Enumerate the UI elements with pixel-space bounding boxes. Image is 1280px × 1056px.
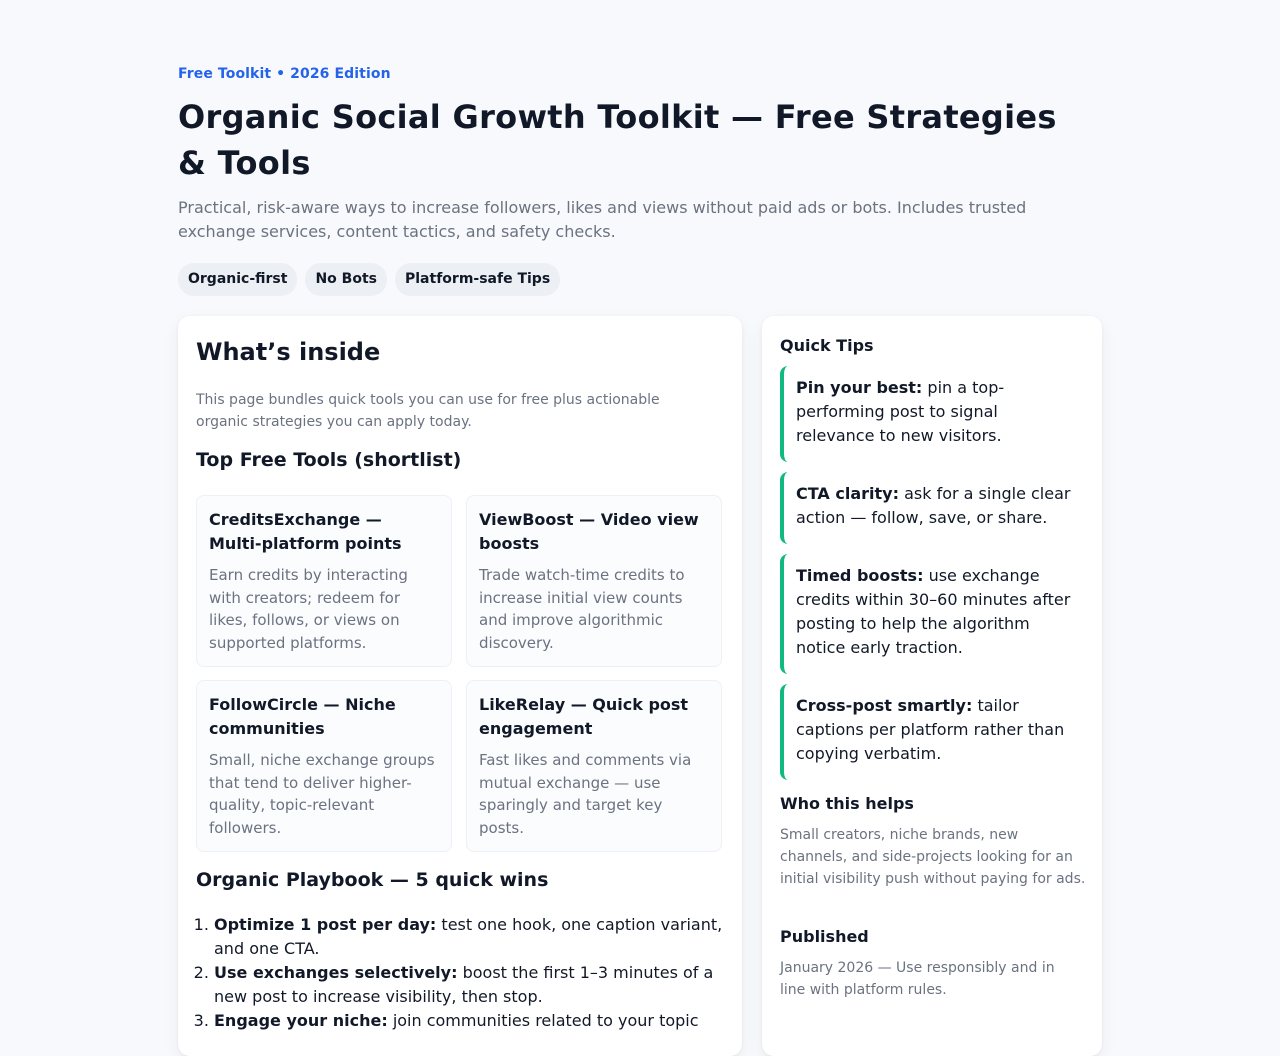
tool-description: Fast likes and comments via mutual exchange — use sparingly and target key posts. <box>479 751 692 837</box>
tools-heading: Top Free Tools (shortlist) <box>196 449 462 471</box>
whats-inside-heading: What’s inside <box>196 338 381 366</box>
published-heading: Published <box>780 927 869 946</box>
playbook-item-text: boost the first 1–3 minutes of a new post to increase visibility, then stop. <box>214 963 714 1006</box>
tip-text: tailor captions per platform rather than copying verbatim. <box>796 696 1065 763</box>
playbook-item-title: Use exchanges selectively: <box>214 963 458 982</box>
chip-organic-first: Organic-first <box>178 263 297 296</box>
tip-cta-clarity <box>780 472 1084 544</box>
tip-title: Pin your best: <box>796 378 923 397</box>
tip-text: ask for a single clear action — follow, save, or share. <box>796 484 1071 527</box>
published-text: January 2026 — Use responsibly and in line with platform rules. <box>780 960 1055 998</box>
playbook-item-text: test one hook, one caption variant, and one CTA. <box>214 915 723 958</box>
eyebrow-label: Free Toolkit • 2026 Edition <box>178 66 391 82</box>
tool-title: CreditsExchange — Multi-platform points <box>209 510 402 553</box>
chip-platform-safe: Platform-safe Tips <box>395 263 560 296</box>
chip-no-bots: No Bots <box>305 263 387 296</box>
who-this-helps-text: Small creators, niche brands, new channels, and side-projects looking for an initial visibility push without paying for ads. <box>780 827 1086 887</box>
tip-title: Cross-post smartly: <box>796 696 973 715</box>
tool-title: ViewBoost — Video view boosts <box>479 510 699 553</box>
playbook-item <box>214 1009 744 1033</box>
playbook-item <box>214 961 744 1009</box>
tip-timed-boosts <box>780 554 1084 674</box>
tip-pin-your-best <box>780 366 1084 462</box>
tip-title: CTA clarity: <box>796 484 899 503</box>
playbook-item-title: Engage your niche: <box>214 1011 388 1030</box>
tag-chips <box>178 263 560 296</box>
tool-card-viewboost[interactable] <box>466 495 722 667</box>
tool-card-creditsexchange[interactable] <box>196 495 452 667</box>
intro-text: This page bundles quick tools you can use for free plus actionable organic strategies you can apply today. <box>196 392 660 430</box>
playbook-heading: Organic Playbook — 5 quick wins <box>196 869 549 891</box>
playbook-list <box>196 913 744 1033</box>
playbook-item-title: Optimize 1 post per day: <box>214 915 437 934</box>
tool-description: Small, niche exchange groups that tend to deliver higher-quality, topic-relevant followers. <box>209 751 435 837</box>
tip-title: Timed boosts: <box>796 566 924 585</box>
tool-description: Earn credits by interacting with creators; redeem for likes, follows, or views on supported platforms. <box>209 566 408 652</box>
page-subtitle: Practical, risk-aware ways to increase followers, likes and views without paid ads or bots. Includes trusted exchange services, content tactics, and safety checks. <box>178 198 1027 241</box>
tool-card-followcircle[interactable] <box>196 680 452 852</box>
who-this-helps-heading: Who this helps <box>780 794 914 813</box>
playbook-item-text: join communities related to your topic <box>392 1011 699 1030</box>
tool-title: FollowCircle — Niche communities <box>209 695 396 738</box>
playbook-item <box>214 913 744 961</box>
page-title: Organic Social Growth Toolkit — Free Strategies & Tools <box>178 98 1057 182</box>
main-content-card <box>178 316 742 1056</box>
tip-cross-post <box>780 684 1084 780</box>
tool-title: LikeRelay — Quick post engagement <box>479 695 689 738</box>
tool-card-likerelay[interactable] <box>466 680 722 852</box>
quick-tips-heading: Quick Tips <box>780 336 874 355</box>
tip-text: pin a top-performing post to signal relevance to new visitors. <box>796 378 1005 445</box>
sidebar-card <box>762 316 1102 1056</box>
tip-text: use exchange credits within 30–60 minutes after posting to help the algorithm notice early traction. <box>796 566 1071 657</box>
tool-description: Trade watch-time credits to increase initial view counts and improve algorithmic discovery. <box>479 566 685 652</box>
